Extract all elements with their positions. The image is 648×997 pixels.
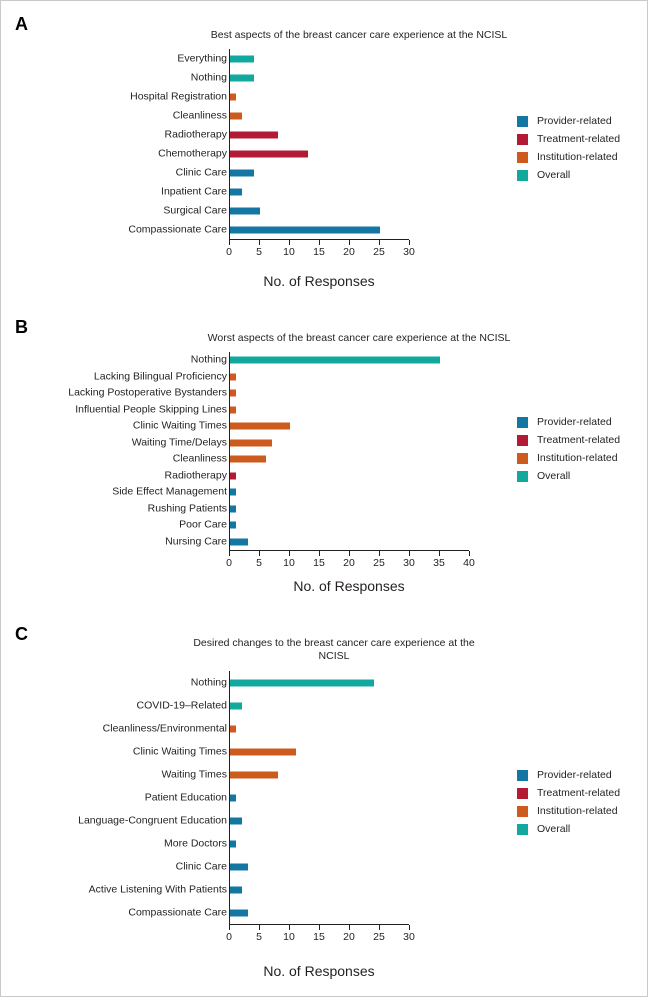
category-label: Hospital Registration [130, 90, 227, 102]
panel-a-axes [226, 49, 415, 258]
category-label: Rushing Patients [147, 502, 227, 515]
panel-a-letter: A [15, 14, 28, 34]
legend-label: Institution-related [537, 452, 618, 464]
legend-swatch-institution [517, 806, 528, 817]
x-axis-tick [379, 551, 380, 556]
category-label: Everything [177, 52, 227, 64]
x-axis-tick-label: 40 [463, 557, 475, 569]
legend-label: Institution-related [537, 805, 618, 817]
bar [230, 226, 380, 233]
panel-b-axes [226, 352, 475, 569]
y-axis-line [229, 352, 230, 550]
category-label: Clinic Care [175, 860, 227, 872]
legend-label: Treatment-related [537, 133, 621, 145]
legend-item [517, 450, 645, 468]
x-axis-tick-label: 10 [283, 246, 295, 258]
category-label: Side Effect Management [112, 485, 227, 498]
legend-swatch-overall [517, 170, 528, 181]
category-label: Compassionate Care [128, 223, 227, 235]
category-label: Nothing [190, 71, 227, 83]
category-label: Surgical Care [163, 204, 227, 216]
category-label: Cleanliness [172, 109, 227, 121]
panel-c-legend [517, 767, 645, 839]
bar [230, 150, 308, 157]
bar [230, 188, 242, 195]
x-axis-tick-label: 5 [256, 246, 262, 258]
panel-a [1, 1, 648, 306]
bar [230, 357, 440, 364]
bar [230, 93, 236, 100]
bar [230, 406, 236, 413]
panel-a-xaxis-label: No. of Responses [263, 273, 375, 289]
legend-swatch-provider [517, 770, 528, 781]
panel-a-title: Best aspects of the breast cancer care experience at the NCISL [210, 29, 508, 41]
panel-b-letter: B [15, 317, 28, 337]
x-axis-tick-label: 0 [226, 931, 232, 943]
category-label: Nothing [190, 353, 227, 366]
x-axis-tick-label: 5 [256, 557, 262, 569]
x-axis-tick-label: 25 [373, 246, 385, 258]
bar [230, 489, 236, 496]
legend-item [517, 767, 645, 785]
x-axis-tick-label: 35 [433, 557, 445, 569]
bar [230, 131, 278, 138]
panel-c-axes [226, 671, 415, 943]
x-axis-tick [289, 551, 290, 556]
x-axis-tick [229, 240, 230, 245]
legend-swatch-treatment [517, 788, 528, 799]
bar [230, 55, 254, 62]
x-axis-tick-label: 15 [313, 931, 325, 943]
x-axis-tick-label: 0 [226, 557, 232, 569]
category-label: Clinic Waiting Times [132, 419, 227, 432]
category-label: Radiotherapy [164, 469, 227, 482]
x-axis-tick [409, 551, 410, 556]
bar [230, 456, 266, 463]
category-label: COVID-19–Related [136, 699, 227, 711]
category-label: More Doctors [163, 837, 227, 849]
bar [230, 886, 242, 893]
bar [230, 863, 248, 870]
bar [230, 373, 236, 380]
x-axis-tick [349, 551, 350, 556]
legend-swatch-overall [517, 471, 528, 482]
legend-label: Treatment-related [537, 434, 621, 446]
category-label: Clinic Care [175, 166, 227, 178]
x-axis-tick [469, 551, 470, 556]
x-axis-tick-label: 15 [313, 246, 325, 258]
x-axis-tick-label: 30 [403, 246, 415, 258]
legend-swatch-institution [517, 152, 528, 163]
x-axis-tick [349, 240, 350, 245]
category-label: Influential People Skipping Lines [75, 403, 227, 416]
bar [230, 538, 248, 545]
panel-a-category-labels [1, 49, 227, 239]
bar [230, 817, 242, 824]
panel-a-legend [517, 113, 645, 185]
legend-label: Overall [537, 823, 571, 835]
bar [230, 794, 236, 801]
x-axis-tick [289, 240, 290, 245]
legend-label: Overall [537, 169, 571, 181]
bar [230, 702, 242, 709]
bar [230, 472, 236, 479]
legend-swatch-treatment [517, 134, 528, 145]
x-axis-tick-label: 10 [283, 557, 295, 569]
legend-item [517, 149, 645, 167]
bar [230, 112, 242, 119]
x-axis-tick-label: 5 [256, 931, 262, 943]
bar [230, 207, 260, 214]
legend-item [517, 432, 645, 450]
x-axis-tick-label: 10 [283, 931, 295, 943]
category-label: Waiting Times [161, 768, 227, 780]
bar [230, 840, 236, 847]
bar [230, 423, 290, 430]
legend-item [517, 414, 645, 432]
panel-b-title: Worst aspects of the breast cancer care experience at the NCISL [207, 332, 511, 344]
bar [230, 725, 236, 732]
x-axis-tick [229, 925, 230, 930]
category-label: Chemotherapy [158, 147, 227, 159]
category-label: Cleanliness [172, 452, 227, 465]
legend-item [517, 131, 645, 149]
category-label: Waiting Time/Delays [131, 436, 227, 449]
legend-item [517, 803, 645, 821]
x-axis-tick [349, 925, 350, 930]
x-axis-tick-label: 20 [343, 246, 355, 258]
x-axis-tick [319, 925, 320, 930]
x-axis-tick-label: 0 [226, 246, 232, 258]
bar [230, 771, 278, 778]
bar [230, 390, 236, 397]
x-axis-tick-label: 30 [403, 931, 415, 943]
legend-item [517, 468, 645, 486]
panel-b-xaxis-label: No. of Responses [293, 578, 405, 594]
legend-swatch-treatment [517, 435, 528, 446]
legend-label: Provider-related [537, 416, 612, 428]
legend-swatch-overall [517, 824, 528, 835]
x-axis-tick [409, 240, 410, 245]
category-label: Nothing [190, 676, 227, 688]
legend-label: Provider-related [537, 115, 612, 127]
category-label: Lacking Bilingual Proficiency [93, 370, 227, 383]
bar [230, 169, 254, 176]
bar [230, 748, 296, 755]
panel-b-legend [517, 414, 645, 486]
bar [230, 679, 374, 686]
x-axis-tick [439, 551, 440, 556]
legend-item [517, 113, 645, 131]
category-label: Language-Congruent Education [78, 814, 227, 826]
category-label: Poor Care [179, 518, 227, 531]
legend-item [517, 167, 645, 185]
x-axis-tick [259, 925, 260, 930]
category-label: Nursing Care [165, 535, 227, 548]
panel-c-category-labels [1, 671, 227, 924]
bar [230, 74, 254, 81]
x-axis-tick [259, 551, 260, 556]
legend-label: Provider-related [537, 769, 612, 781]
x-axis-tick-label: 15 [313, 557, 325, 569]
category-label: Cleanliness/Environmental [102, 722, 227, 734]
panel-c [1, 611, 648, 997]
category-label: Patient Education [144, 791, 227, 803]
x-axis-tick [379, 240, 380, 245]
x-axis-tick [289, 925, 290, 930]
legend-swatch-institution [517, 453, 528, 464]
x-axis-tick-label: 20 [343, 931, 355, 943]
category-label: Radiotherapy [164, 128, 227, 140]
legend-label: Institution-related [537, 151, 618, 163]
legend-swatch-provider [517, 417, 528, 428]
bar [230, 522, 236, 529]
category-label: Active Listening With Patients [88, 883, 227, 895]
bar [230, 439, 272, 446]
x-axis-tick-label: 25 [373, 931, 385, 943]
category-label: Clinic Waiting Times [132, 745, 227, 757]
legend-label: Overall [537, 470, 571, 482]
x-axis-tick-label: 25 [373, 557, 385, 569]
legend-label: Treatment-related [537, 787, 621, 799]
panel-b-category-labels [1, 352, 227, 550]
bar [230, 505, 236, 512]
x-axis-tick [259, 240, 260, 245]
x-axis-tick [319, 551, 320, 556]
panel-b [1, 306, 648, 611]
panel-c-xaxis-label: No. of Responses [263, 963, 375, 979]
x-axis-tick-label: 30 [403, 557, 415, 569]
x-axis-tick-label: 20 [343, 557, 355, 569]
x-axis-tick [319, 240, 320, 245]
category-label: Compassionate Care [128, 906, 227, 918]
category-label: Lacking Postoperative Bystanders [68, 386, 227, 399]
legend-item [517, 821, 645, 839]
bar [230, 909, 248, 916]
legend-item [517, 785, 645, 803]
x-axis-tick [379, 925, 380, 930]
category-label: Inpatient Care [161, 185, 227, 197]
legend-swatch-provider [517, 116, 528, 127]
panel-c-title: Desired changes to the breast cancer care experience at the NCISL [193, 637, 475, 662]
x-axis-tick [229, 551, 230, 556]
panel-c-letter: C [15, 624, 28, 644]
x-axis-tick [409, 925, 410, 930]
